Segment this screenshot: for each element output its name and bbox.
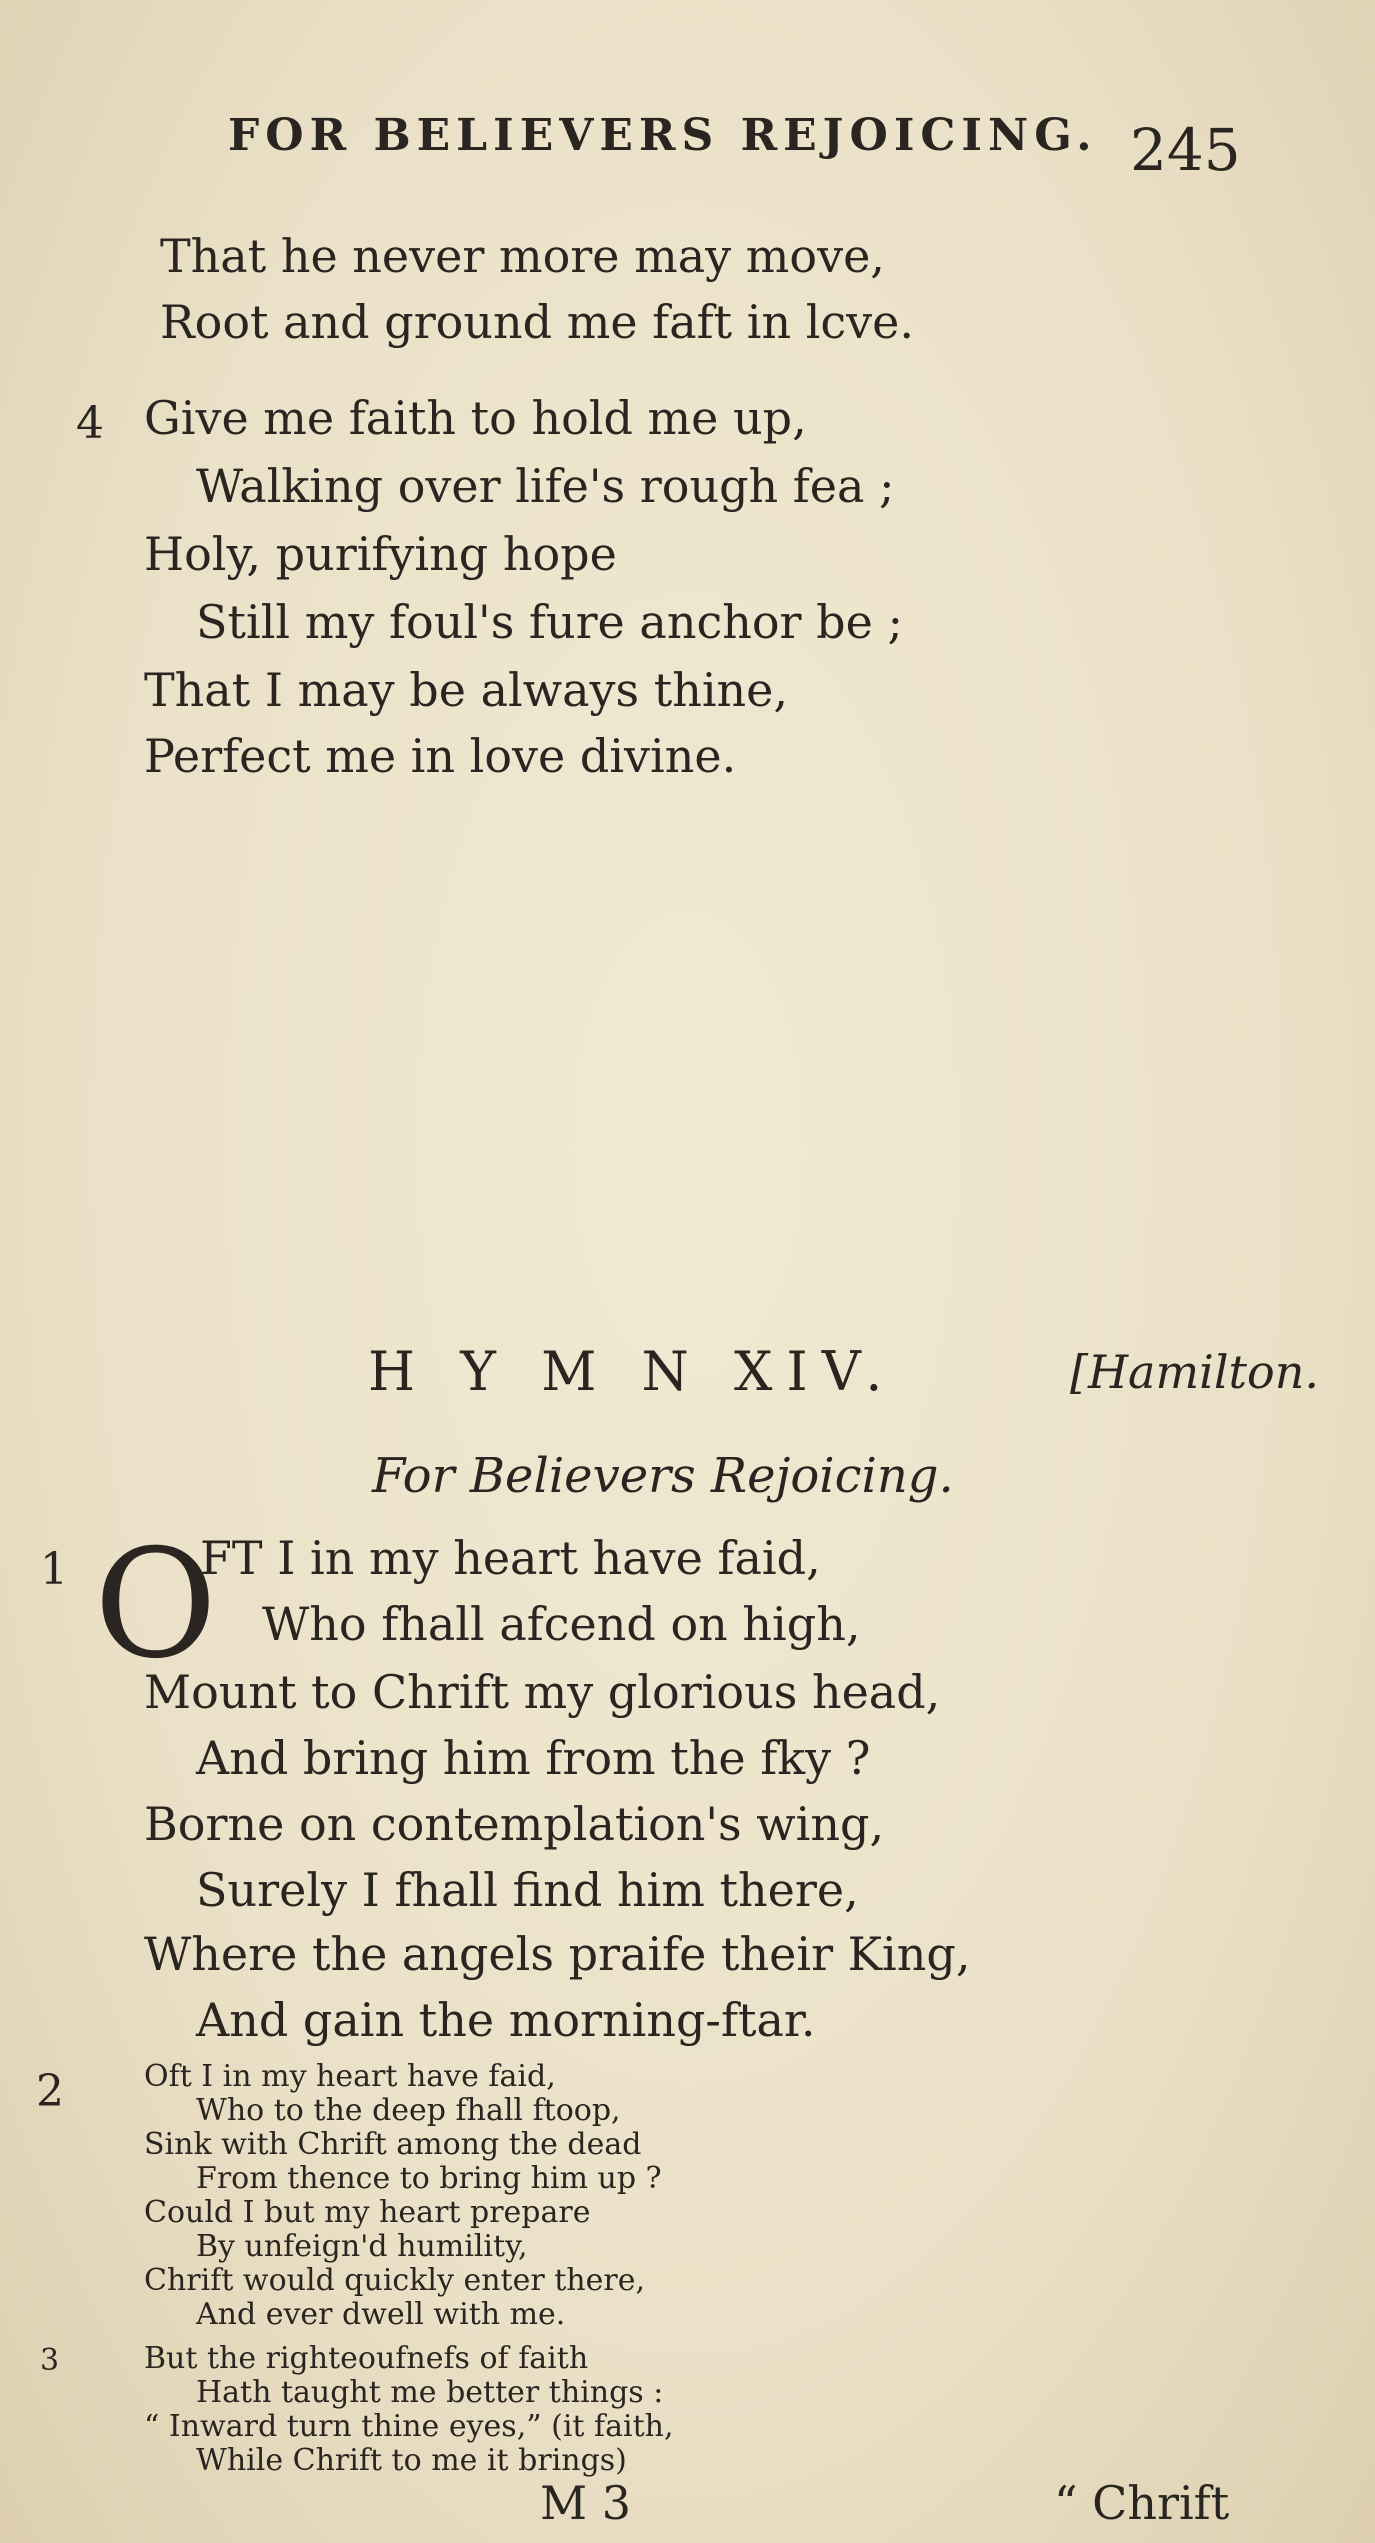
verse-line: Still my foul's fure anchor be ; bbox=[196, 595, 903, 649]
verse-line: “ Inward turn thine eyes,” (it faith, bbox=[144, 2409, 674, 2444]
verse-line: And gain the morning-ftar. bbox=[196, 1993, 816, 2047]
verse-line: Walking over life's rough fea ; bbox=[196, 459, 895, 513]
stanza-number: 3 bbox=[40, 2343, 60, 2378]
catchword: “ Chrift bbox=[1054, 2476, 1230, 2530]
verse-line: Mount to Chrift my glorious head, bbox=[144, 1665, 941, 1719]
verse-line: But the righteoufnefs of faith bbox=[144, 2341, 589, 2376]
drop-cap: O bbox=[94, 1518, 217, 1692]
verse-line: From thence to bring him up ? bbox=[196, 2161, 662, 2196]
verse-line: Surely I fhall find him there, bbox=[196, 1863, 859, 1917]
verse-line: FT I in my heart have faid, bbox=[200, 1531, 821, 1585]
verse-line: That he never more may move, bbox=[160, 229, 885, 283]
stanza-number: 1 bbox=[40, 1544, 68, 1595]
verse-line: And ever dwell with me. bbox=[196, 2297, 566, 2332]
verse-line: By unfeign'd humility, bbox=[196, 2229, 528, 2264]
verse-line: Oft I in my heart have faid, bbox=[144, 2059, 556, 2094]
verse-line: That I may be always thine, bbox=[144, 663, 789, 717]
verse-line: Sink with Chrift among the dead bbox=[144, 2127, 642, 2162]
verse-line: While Chrift to me it brings) bbox=[196, 2443, 627, 2478]
signature-mark: M 3 bbox=[540, 2476, 631, 2530]
verse-line: Borne on contemplation's wing, bbox=[144, 1797, 885, 1851]
verse-line: Who fhall afcend on high, bbox=[262, 1597, 861, 1651]
verse-line: And bring him from the fky ? bbox=[196, 1731, 871, 1785]
stanza-number: 2 bbox=[36, 2066, 64, 2117]
running-head bbox=[0, 110, 1375, 184]
verse-line: Could I but my heart prepare bbox=[144, 2195, 591, 2230]
hymn-author: [Hamilton. bbox=[1070, 1345, 1319, 1399]
hymn-subtitle: For Believers Rejoicing. bbox=[372, 1448, 954, 1504]
verse-line: Give me faith to hold me up, bbox=[144, 391, 807, 445]
verse-line: Who to the deep fhall ftoop, bbox=[196, 2093, 621, 2128]
page-number: 245 bbox=[1130, 116, 1241, 184]
verse-line: Where the angels praife their King, bbox=[144, 1927, 971, 1981]
verse-line: Perfect me in love divine. bbox=[144, 729, 737, 783]
verse-line: Hath taught me better things : bbox=[196, 2375, 664, 2410]
verse-line: Chrift would quickly enter there, bbox=[144, 2263, 646, 2298]
running-head-title: FOR BELIEVERS REJOICING. bbox=[228, 110, 1098, 161]
stanza-number: 4 bbox=[76, 398, 104, 449]
verse-line: Root and ground me faft in lcve. bbox=[160, 295, 915, 349]
verse-line: Holy, purifying hope bbox=[144, 527, 617, 581]
hymn-title: H Y M N XIV. bbox=[368, 1340, 897, 1403]
